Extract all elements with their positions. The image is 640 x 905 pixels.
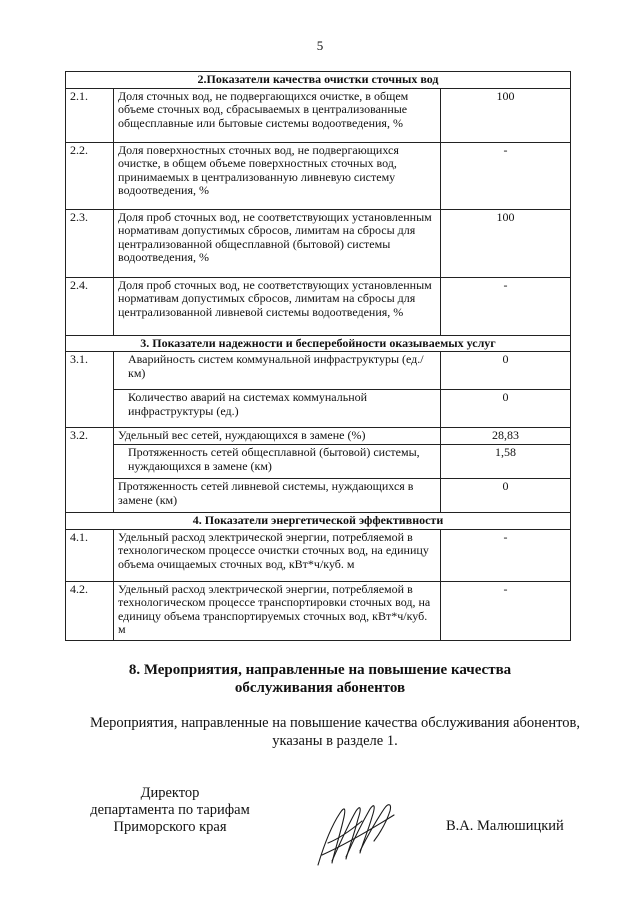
section-8-body-line-2: указаны в разделе 1. xyxy=(272,733,398,749)
row-value: 0 xyxy=(441,352,571,390)
row-value: 100 xyxy=(441,88,571,142)
section-3-title: 3. Показатели надежности и бесперебойности оказываемых услуг xyxy=(66,335,571,352)
signatory-title xyxy=(60,785,280,836)
row-description: Протяженность сетей ливневой системы, нуждающихся в замене (км) xyxy=(114,479,441,513)
row-description: Аварийность систем коммунальной инфраструктуры (ед./км) xyxy=(114,352,441,390)
signatory-name: В.А. Малюшицкий xyxy=(446,818,564,834)
row-description: Доля поверхностных сточных вод, не подвергающихся очистке, в общем объеме поверхностных сточных вод, принимаемых в централизованную ливневую систему водоотведения, % xyxy=(114,142,441,209)
table-row xyxy=(66,352,571,390)
table-row xyxy=(66,142,571,209)
row-value: 1,58 xyxy=(441,445,571,479)
section-header-row xyxy=(66,335,571,352)
table-row xyxy=(66,390,571,428)
row-description: Доля сточных вод, не подвергающихся очистке, в общем объеме сточных вод, сбрасываемых в централизованные общесплавные или бытовые системы водоотведения, % xyxy=(114,88,441,142)
row-description: Количество аварий на системах коммунальной инфраструктуры (ед.) xyxy=(114,390,441,428)
row-description: Удельный вес сетей, нуждающихся в замене (%) xyxy=(114,428,441,445)
section-8-heading-line-2: обслуживания абонентов xyxy=(234,680,406,696)
row-number: 2.1. xyxy=(66,88,114,142)
signatory-title-line-3: Приморского края xyxy=(113,819,227,835)
page-number: 5 xyxy=(316,38,324,53)
row-value: - xyxy=(441,277,571,335)
section-header-row xyxy=(66,513,571,530)
row-number: 2.3. xyxy=(66,209,114,277)
row-number: 3.1. xyxy=(66,352,114,428)
row-number: 4.1. xyxy=(66,529,114,581)
table-row xyxy=(66,209,571,277)
row-value: - xyxy=(441,581,571,640)
table-row xyxy=(66,428,571,445)
row-description: Доля проб сточных вод, не соответствующих установленным нормативам допустимых сбросов, лимитам на сбросы для централизованной общесплавной (бытовой) системы водоотведения, % xyxy=(114,209,441,277)
row-description: Протяженность сетей общесплавной (бытовой) системы, нуждающихся в замене (км) xyxy=(114,445,441,479)
row-value: - xyxy=(441,529,571,581)
row-number: 2.2. xyxy=(66,142,114,209)
signatory-title-line-1: Директор xyxy=(140,785,200,801)
row-number: 4.2. xyxy=(66,581,114,640)
signatory-title-line-2: департамента по тарифам xyxy=(90,802,250,818)
section-8-heading xyxy=(0,661,640,697)
row-number: 2.4. xyxy=(66,277,114,335)
indicators-table xyxy=(65,71,571,641)
row-description: Удельный расход электрической энергии, потребляемой в технологическом процессе очистки сточных вод, на единицу объема очищаемых сточных вод, кВт*ч/куб. м xyxy=(114,529,441,581)
section-8-body xyxy=(40,714,630,750)
table-row xyxy=(66,581,571,640)
row-number: 3.2. xyxy=(66,428,114,513)
section-8-body-line-1: Мероприятия, направленные на повышение качества обслуживания абонентов, xyxy=(90,715,580,731)
row-value: 0 xyxy=(441,479,571,513)
handwritten-signature xyxy=(310,795,400,870)
row-description: Доля проб сточных вод, не соответствующих установленным нормативам допустимых сбросов, лимитам на сбросы для централизованной ливневой системы водоотведения, % xyxy=(114,277,441,335)
row-value: 0 xyxy=(441,390,571,428)
table-row xyxy=(66,479,571,513)
row-value: 100 xyxy=(441,209,571,277)
row-value: - xyxy=(441,142,571,209)
row-description: Удельный расход электрической энергии, потребляемой в технологическом процессе транспортировки сточных вод, на единицу объема транспортируемых сточных вод, кВт*ч/куб. м xyxy=(114,581,441,640)
section-8-heading-line-1: 8. Мероприятия, направленные на повышение качества xyxy=(128,662,512,678)
table-row xyxy=(66,445,571,479)
table-row xyxy=(66,277,571,335)
section-2-title: 2.Показатели качества очистки сточных вод xyxy=(66,72,571,89)
row-value: 28,83 xyxy=(441,428,571,445)
section-4-title: 4. Показатели энергетической эффективности xyxy=(66,513,571,530)
section-header-row xyxy=(66,72,571,89)
table-row xyxy=(66,88,571,142)
table-row xyxy=(66,529,571,581)
